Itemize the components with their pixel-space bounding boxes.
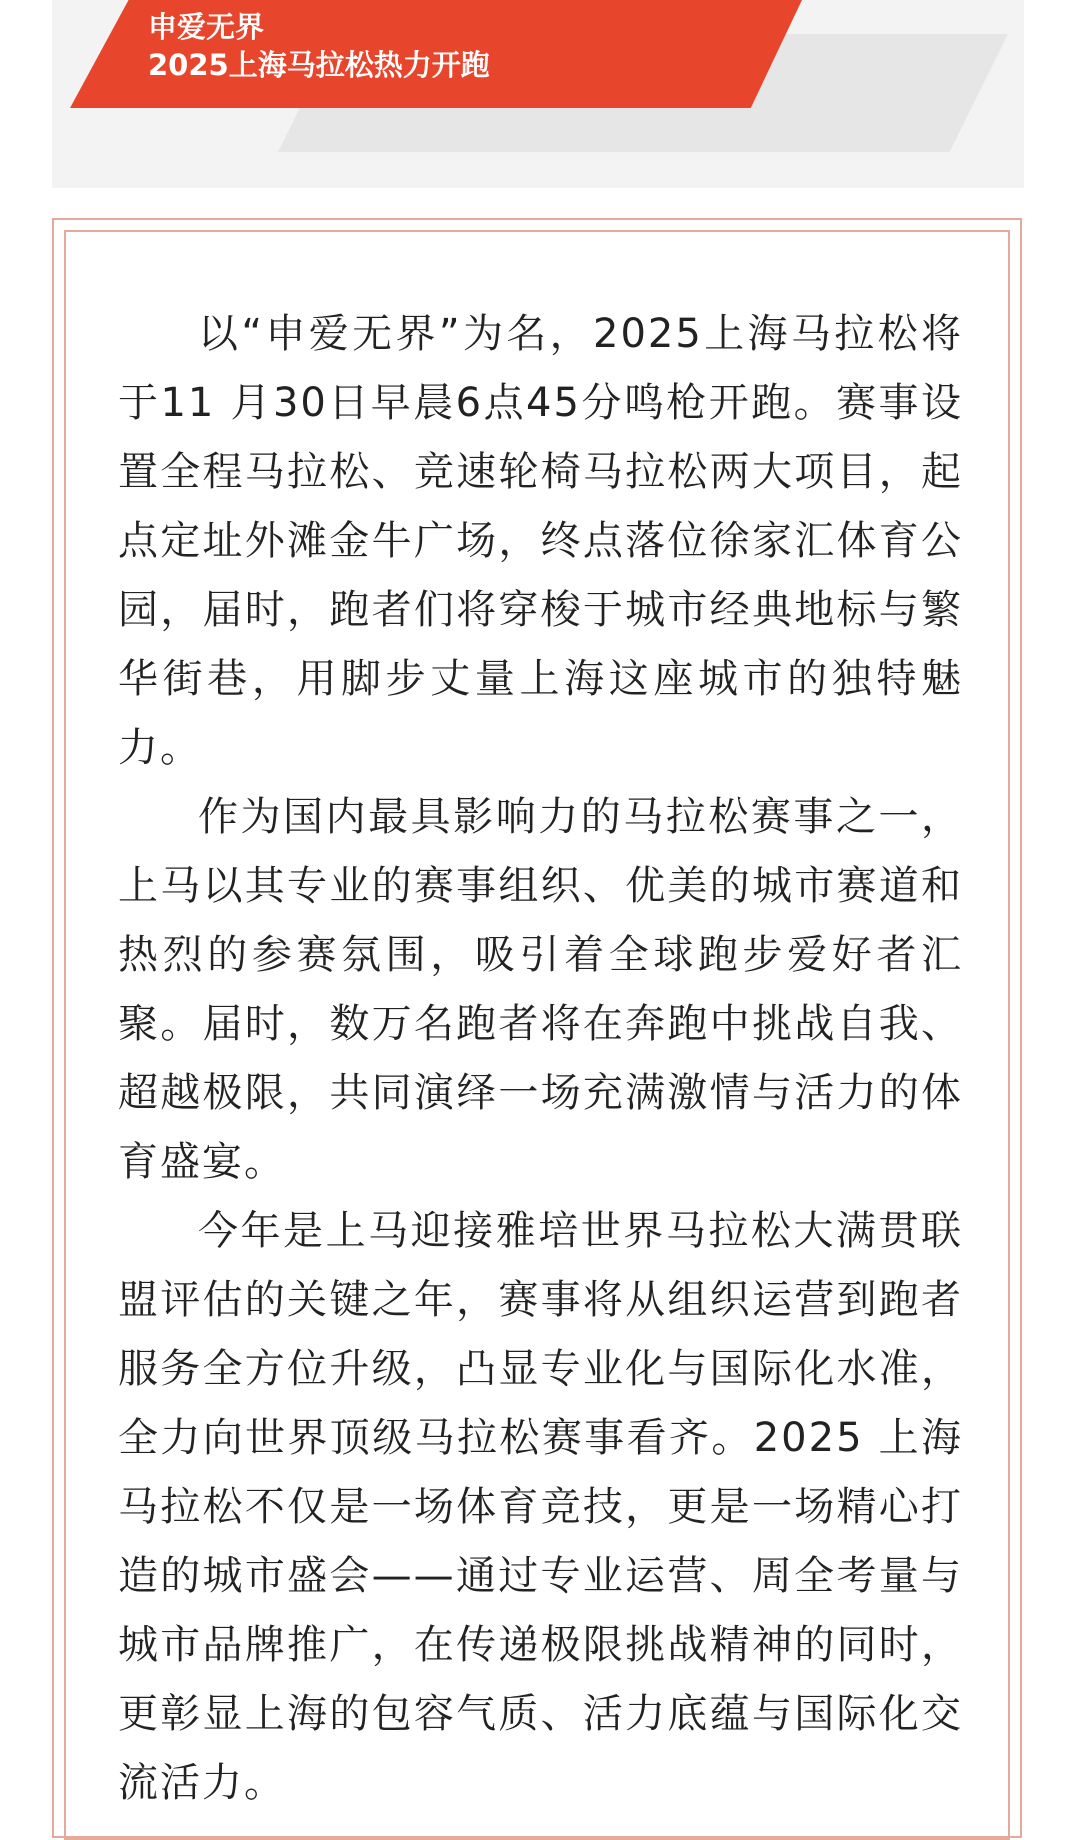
article-paragraph-3: 今年是上马迎接雅培世界马拉松大满贯联盟评估的关键之年，赛事将从组织运营到跑者服务全方位升级，凸显专业化与国际化水准，全力向世界顶级马拉松赛事看齐。2025 上海马拉松不仅是一场体育竞技，更是一场精心打造的城市盛会——通过专业运营、周全考量与城市品牌推广，在传递极限挑战精神的同时，更彰显上海的包容气质、活力底蕴与国际化交流活力。 <box>118 1208 963 1806</box>
header-title <box>148 8 490 84</box>
header-title-line2: 2025上海马拉松热力开跑 <box>148 48 490 82</box>
article-body <box>118 300 963 1818</box>
article-paragraph-1: 以“申爱无界”为名，2025上海马拉松将于11 月30日早晨6点45分鸣枪开跑。赛事设置全程马拉松、竞速轮椅马拉松两大项目，起点定址外滩金牛广场，终点落位徐家汇体育公园，届时，跑者们将穿梭于城市经典地标与繁华街巷，用脚步丈量上海这座城市的独特魅力。 <box>118 311 963 771</box>
header-title-line1: 申爱无界 <box>148 10 265 44</box>
article-paragraph-2: 作为国内最具影响力的马拉松赛事之一，上马以其专业的赛事组织、优美的城市赛道和热烈的参赛氛围，吸引着全球跑步爱好者汇聚。届时，数万名跑者将在奔跑中挑战自我、超越极限，共同演绎一场充满激情与活力的体育盛宴。 <box>118 794 963 1185</box>
